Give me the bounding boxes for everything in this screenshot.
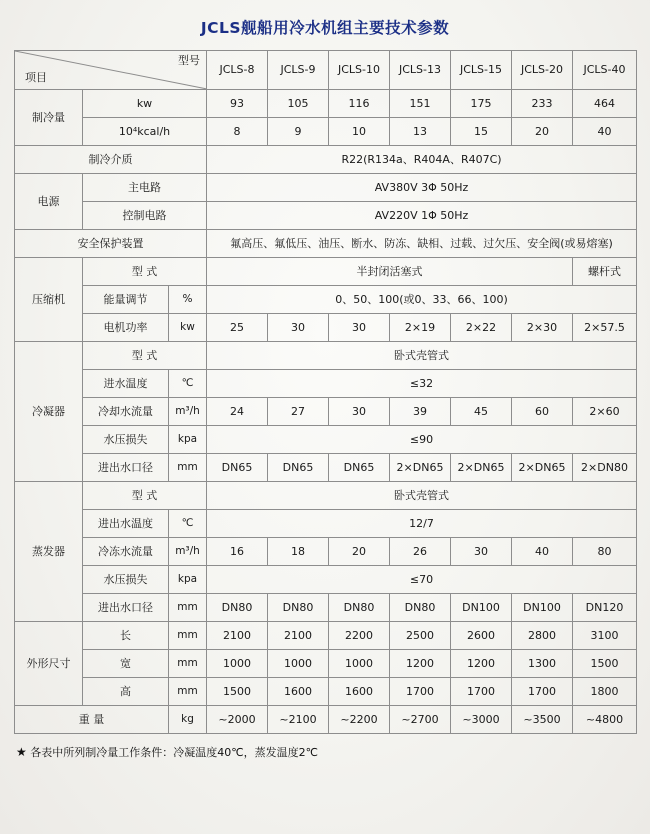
cell-condenser-port-3: 2×DN65 bbox=[390, 454, 451, 482]
cell-condenser-type-value: 卧式壳管式 bbox=[207, 342, 637, 370]
cell-condenser-port-0: DN65 bbox=[207, 454, 268, 482]
row-label-evaporator-type: 型 式 bbox=[83, 482, 207, 510]
cell-compressor-type-screw: 螺杆式 bbox=[573, 258, 637, 286]
cell-evaporator-type-value: 卧式壳管式 bbox=[207, 482, 637, 510]
model-header-5: JCLS-20 bbox=[512, 51, 573, 90]
cell-evaporator-pressure-drop-value: ≤70 bbox=[207, 566, 637, 594]
row-group-condenser: 冷凝器 bbox=[15, 342, 83, 482]
cell-motor-power-5: 2×30 bbox=[512, 314, 573, 342]
cell-capacity-control-value: 0、50、100(或0、33、66、100) bbox=[207, 286, 637, 314]
row-label-compressor-type: 型 式 bbox=[83, 258, 207, 286]
row-unit-cooling-water-flow: m³/h bbox=[169, 398, 207, 426]
cell-condenser-inlet-temp-value: ≤32 bbox=[207, 370, 637, 398]
star-icon: ★ bbox=[16, 745, 27, 759]
cell-weight-1: ~2100 bbox=[268, 706, 329, 734]
row-label-weight: 重 量 bbox=[15, 706, 169, 734]
table-row bbox=[15, 398, 637, 426]
cell-motor-power-2: 30 bbox=[329, 314, 390, 342]
cell-motor-power-0: 25 bbox=[207, 314, 268, 342]
cell-width-3: 1200 bbox=[390, 650, 451, 678]
row-label-condenser-type: 型 式 bbox=[83, 342, 207, 370]
cell-height-0: 1500 bbox=[207, 678, 268, 706]
model-header-0: JCLS-8 bbox=[207, 51, 268, 90]
cell-length-1: 2100 bbox=[268, 622, 329, 650]
row-label-length: 长 bbox=[83, 622, 169, 650]
cell-condenser-pressure-drop-value: ≤90 bbox=[207, 426, 637, 454]
header-model-label: 型号 bbox=[178, 54, 201, 67]
row-label-width: 宽 bbox=[83, 650, 169, 678]
cell-condenser-port-4: 2×DN65 bbox=[451, 454, 512, 482]
row-group-compressor: 压缩机 bbox=[15, 258, 83, 342]
row-label-capacity-control: 能量调节 bbox=[83, 286, 169, 314]
table-row bbox=[15, 622, 637, 650]
row-unit-height: mm bbox=[169, 678, 207, 706]
row-group-power: 电源 bbox=[15, 174, 83, 230]
cell-capacity-kcal-3: 13 bbox=[390, 118, 451, 146]
table-row bbox=[15, 342, 637, 370]
cell-height-1: 1600 bbox=[268, 678, 329, 706]
cell-capacity-kw-3: 151 bbox=[390, 90, 451, 118]
cell-main-circuit-value: AV380V 3Φ 50Hz bbox=[207, 174, 637, 202]
cell-capacity-kw-1: 105 bbox=[268, 90, 329, 118]
cell-weight-2: ~2200 bbox=[329, 706, 390, 734]
cell-capacity-kcal-5: 20 bbox=[512, 118, 573, 146]
cell-cooling-water-flow-5: 60 bbox=[512, 398, 573, 426]
table-row bbox=[15, 706, 637, 734]
table-row bbox=[15, 566, 637, 594]
row-label-main-circuit: 主电路 bbox=[83, 174, 207, 202]
cell-width-1: 1000 bbox=[268, 650, 329, 678]
row-label-refrigerant: 制冷介质 bbox=[15, 146, 207, 174]
row-label-motor-power: 电机功率 bbox=[83, 314, 169, 342]
page-title: JCLS舰船用冷水机组主要技术参数 bbox=[200, 19, 450, 37]
cell-capacity-kw-0: 93 bbox=[207, 90, 268, 118]
row-unit-condenser-inlet-temp: ℃ bbox=[169, 370, 207, 398]
cell-width-5: 1300 bbox=[512, 650, 573, 678]
cell-evaporator-port-5: DN100 bbox=[512, 594, 573, 622]
row-unit-weight: kg bbox=[169, 706, 207, 734]
cell-chilled-water-flow-2: 20 bbox=[329, 538, 390, 566]
table-row bbox=[15, 230, 637, 258]
table-row bbox=[15, 370, 637, 398]
table-row bbox=[15, 258, 637, 286]
cell-weight-3: ~2700 bbox=[390, 706, 451, 734]
cell-evaporator-water-temp-value: 12/7 bbox=[207, 510, 637, 538]
cell-capacity-kw-5: 233 bbox=[512, 90, 573, 118]
cell-condenser-port-6: 2×DN80 bbox=[573, 454, 637, 482]
cell-cooling-water-flow-3: 39 bbox=[390, 398, 451, 426]
cell-height-2: 1600 bbox=[329, 678, 390, 706]
footnote bbox=[14, 734, 636, 760]
row-label-height: 高 bbox=[83, 678, 169, 706]
cell-safety-value: 氟高压、氟低压、油压、断水、防冻、缺相、过载、过欠压、安全阀(或易熔塞) bbox=[207, 230, 637, 258]
row-group-cooling-capacity: 制冷量 bbox=[15, 90, 83, 146]
cell-weight-5: ~3500 bbox=[512, 706, 573, 734]
cell-evaporator-port-1: DN80 bbox=[268, 594, 329, 622]
table-row bbox=[15, 454, 637, 482]
row-label-capacity-kw: kw bbox=[83, 90, 207, 118]
cell-evaporator-port-3: DN80 bbox=[390, 594, 451, 622]
cell-capacity-kw-4: 175 bbox=[451, 90, 512, 118]
model-header-1: JCLS-9 bbox=[268, 51, 329, 90]
cell-evaporator-port-0: DN80 bbox=[207, 594, 268, 622]
row-unit-width: mm bbox=[169, 650, 207, 678]
table-row bbox=[15, 650, 637, 678]
table-row bbox=[15, 314, 637, 342]
cell-refrigerant-value: R22(R134a、R404A、R407C) bbox=[207, 146, 637, 174]
cell-length-0: 2100 bbox=[207, 622, 268, 650]
cell-capacity-kcal-4: 15 bbox=[451, 118, 512, 146]
table-row bbox=[15, 146, 637, 174]
table-row bbox=[15, 426, 637, 454]
cell-motor-power-1: 30 bbox=[268, 314, 329, 342]
row-group-evaporator: 蒸发器 bbox=[15, 482, 83, 622]
specification-table bbox=[14, 50, 637, 734]
cell-cooling-water-flow-4: 45 bbox=[451, 398, 512, 426]
row-label-condenser-inlet-temp: 进水温度 bbox=[83, 370, 169, 398]
cell-width-2: 1000 bbox=[329, 650, 390, 678]
header-corner-cell bbox=[15, 51, 207, 90]
row-unit-motor-power: kw bbox=[169, 314, 207, 342]
cell-length-3: 2500 bbox=[390, 622, 451, 650]
table-row bbox=[15, 510, 637, 538]
cell-height-5: 1700 bbox=[512, 678, 573, 706]
cell-capacity-kcal-2: 10 bbox=[329, 118, 390, 146]
row-label-condenser-port-size: 进出水口径 bbox=[83, 454, 169, 482]
cell-cooling-water-flow-6: 2×60 bbox=[573, 398, 637, 426]
cell-compressor-type-value: 半封闭活塞式 bbox=[207, 258, 573, 286]
cell-chilled-water-flow-3: 26 bbox=[390, 538, 451, 566]
cell-chilled-water-flow-0: 16 bbox=[207, 538, 268, 566]
cell-evaporator-port-4: DN100 bbox=[451, 594, 512, 622]
cell-evaporator-port-2: DN80 bbox=[329, 594, 390, 622]
cell-capacity-kcal-0: 8 bbox=[207, 118, 268, 146]
cell-length-6: 3100 bbox=[573, 622, 637, 650]
cell-weight-4: ~3000 bbox=[451, 706, 512, 734]
cell-cooling-water-flow-2: 30 bbox=[329, 398, 390, 426]
row-label-control-circuit: 控制电路 bbox=[83, 202, 207, 230]
cell-height-6: 1800 bbox=[573, 678, 637, 706]
table-row bbox=[15, 90, 637, 118]
cell-condenser-port-1: DN65 bbox=[268, 454, 329, 482]
cell-length-5: 2800 bbox=[512, 622, 573, 650]
cell-chilled-water-flow-1: 18 bbox=[268, 538, 329, 566]
cell-weight-0: ~2000 bbox=[207, 706, 268, 734]
cell-condenser-port-2: DN65 bbox=[329, 454, 390, 482]
cell-control-circuit-value: AV220V 1Φ 50Hz bbox=[207, 202, 637, 230]
row-unit-length: mm bbox=[169, 622, 207, 650]
model-header-6: JCLS-40 bbox=[573, 51, 637, 90]
table-row bbox=[15, 538, 637, 566]
row-label-evaporator-port-size: 进出水口径 bbox=[83, 594, 169, 622]
row-unit-chilled-water-flow: m³/h bbox=[169, 538, 207, 566]
cell-capacity-kw-6: 464 bbox=[573, 90, 637, 118]
row-group-dimensions: 外形尺寸 bbox=[15, 622, 83, 706]
cell-length-4: 2600 bbox=[451, 622, 512, 650]
row-unit-evaporator-water-temp: ℃ bbox=[169, 510, 207, 538]
cell-condenser-port-5: 2×DN65 bbox=[512, 454, 573, 482]
table-row bbox=[15, 286, 637, 314]
row-label-capacity-kcal: 10⁴kcal/h bbox=[83, 118, 207, 146]
cell-height-4: 1700 bbox=[451, 678, 512, 706]
cell-motor-power-4: 2×22 bbox=[451, 314, 512, 342]
row-label-evaporator-pressure-drop: 水压损失 bbox=[83, 566, 169, 594]
cell-height-3: 1700 bbox=[390, 678, 451, 706]
cell-width-4: 1200 bbox=[451, 650, 512, 678]
row-label-cooling-water-flow: 冷却水流量 bbox=[83, 398, 169, 426]
row-label-evaporator-water-temp: 进出水温度 bbox=[83, 510, 169, 538]
cell-evaporator-port-6: DN120 bbox=[573, 594, 637, 622]
model-header-3: JCLS-13 bbox=[390, 51, 451, 90]
table-row bbox=[15, 678, 637, 706]
model-header-4: JCLS-15 bbox=[451, 51, 512, 90]
table-row bbox=[15, 174, 637, 202]
cell-length-2: 2200 bbox=[329, 622, 390, 650]
row-unit-condenser-port-size: mm bbox=[169, 454, 207, 482]
cell-chilled-water-flow-4: 30 bbox=[451, 538, 512, 566]
cell-chilled-water-flow-5: 40 bbox=[512, 538, 573, 566]
row-label-safety: 安全保护装置 bbox=[15, 230, 207, 258]
cell-motor-power-6: 2×57.5 bbox=[573, 314, 637, 342]
cell-cooling-water-flow-0: 24 bbox=[207, 398, 268, 426]
row-unit-condenser-pressure-drop: kpa bbox=[169, 426, 207, 454]
model-header-2: JCLS-10 bbox=[329, 51, 390, 90]
cell-capacity-kcal-1: 9 bbox=[268, 118, 329, 146]
table-header-row bbox=[15, 51, 637, 90]
row-unit-evaporator-port-size: mm bbox=[169, 594, 207, 622]
cell-motor-power-3: 2×19 bbox=[390, 314, 451, 342]
table-row bbox=[15, 482, 637, 510]
row-unit-capacity-control: % bbox=[169, 286, 207, 314]
cell-weight-6: ~4800 bbox=[573, 706, 637, 734]
row-label-chilled-water-flow: 冷冻水流量 bbox=[83, 538, 169, 566]
cell-cooling-water-flow-1: 27 bbox=[268, 398, 329, 426]
header-item-label: 项目 bbox=[25, 71, 47, 85]
table-row bbox=[15, 118, 637, 146]
row-label-condenser-pressure-drop: 水压损失 bbox=[83, 426, 169, 454]
cell-capacity-kcal-6: 40 bbox=[573, 118, 637, 146]
footnote-text: 各表中所列制冷量工作条件：冷凝温度40℃，蒸发温度2℃ bbox=[30, 746, 318, 759]
cell-chilled-water-flow-6: 80 bbox=[573, 538, 637, 566]
cell-capacity-kw-2: 116 bbox=[329, 90, 390, 118]
cell-width-0: 1000 bbox=[207, 650, 268, 678]
cell-width-6: 1500 bbox=[573, 650, 637, 678]
table-row bbox=[15, 202, 637, 230]
row-unit-evaporator-pressure-drop: kpa bbox=[169, 566, 207, 594]
table-row bbox=[15, 594, 637, 622]
